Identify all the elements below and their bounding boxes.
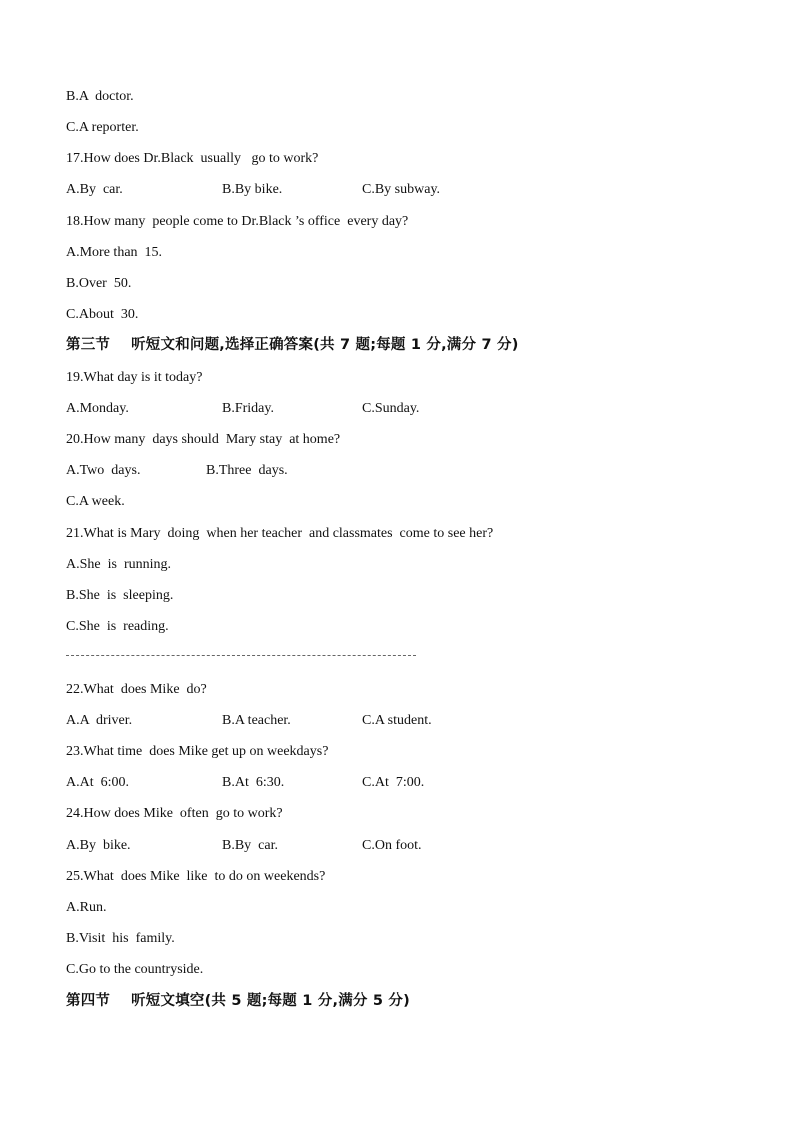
q18-option-c: C.About 30. (66, 307, 139, 322)
q17-option-b: B.By bike. (222, 182, 283, 197)
q24-question: 24.How does Mike often go to work? (66, 806, 283, 821)
q21-option-c: C.She is reading. (66, 619, 169, 634)
q20-option-b: B.Three days. (206, 463, 288, 478)
q20-option-a: A.Two days. (66, 463, 141, 478)
section4-heading: 第四节 听短文填空(共 5 题;每题 1 分,满分 5 分) (66, 993, 410, 1009)
q20-question: 20.How many days should Mary stay at home? (66, 432, 341, 447)
q20-option-c: C.A week. (66, 494, 125, 509)
q19-option-c: C.Sunday. (362, 401, 420, 416)
q17-option-c: C.By subway. (362, 182, 441, 197)
q21-option-b: B.She is sleeping. (66, 588, 174, 603)
q18-question: 18.How many people come to Dr.Black ’s office every day? (66, 214, 409, 229)
q22-option-c: C.A student. (362, 713, 432, 728)
q24-option-a: A.By bike. (66, 838, 131, 853)
q23-option-c: C.At 7:00. (362, 775, 425, 790)
q25-option-c: C.Go to the countryside. (66, 962, 204, 977)
q25-option-a: A.Run. (66, 900, 107, 915)
q24-option-c: C.On foot. (362, 838, 422, 853)
q23-option-a: A.At 6:00. (66, 775, 129, 790)
q25-question: 25.What does Mike like to do on weekends? (66, 869, 326, 884)
q18-option-b: B.Over 50. (66, 276, 132, 291)
q21-question: 21.What is Mary doing when her teacher and classmates come to see her? (66, 526, 494, 541)
q17-question: 17.How does Dr.Black usually go to work? (66, 151, 319, 166)
q23-question: 23.What time does Mike get up on weekdays? (66, 744, 329, 759)
q19-option-a: A.Monday. (66, 401, 129, 416)
q16-option-c: C.A reporter. (66, 120, 139, 135)
q18-option-a: A.More than 15. (66, 245, 163, 260)
q21-option-a: A.She is running. (66, 557, 171, 572)
q22-option-a: A.A driver. (66, 713, 133, 728)
q17-option-a: A.By car. (66, 182, 123, 197)
q25-option-b: B.Visit his family. (66, 931, 175, 946)
section3-heading: 第三节 听短文和问题,选择正确答案(共 7 题;每题 1 分,满分 7 分) (66, 337, 519, 353)
q23-option-b: B.At 6:30. (222, 775, 285, 790)
dashed-divider (66, 655, 416, 656)
q16-option-b: B.A doctor. (66, 89, 134, 104)
q19-option-b: B.Friday. (222, 401, 274, 416)
q22-option-b: B.A teacher. (222, 713, 291, 728)
q24-option-b: B.By car. (222, 838, 278, 853)
q22-question: 22.What does Mike do? (66, 682, 207, 697)
q19-question: 19.What day is it today? (66, 370, 203, 385)
